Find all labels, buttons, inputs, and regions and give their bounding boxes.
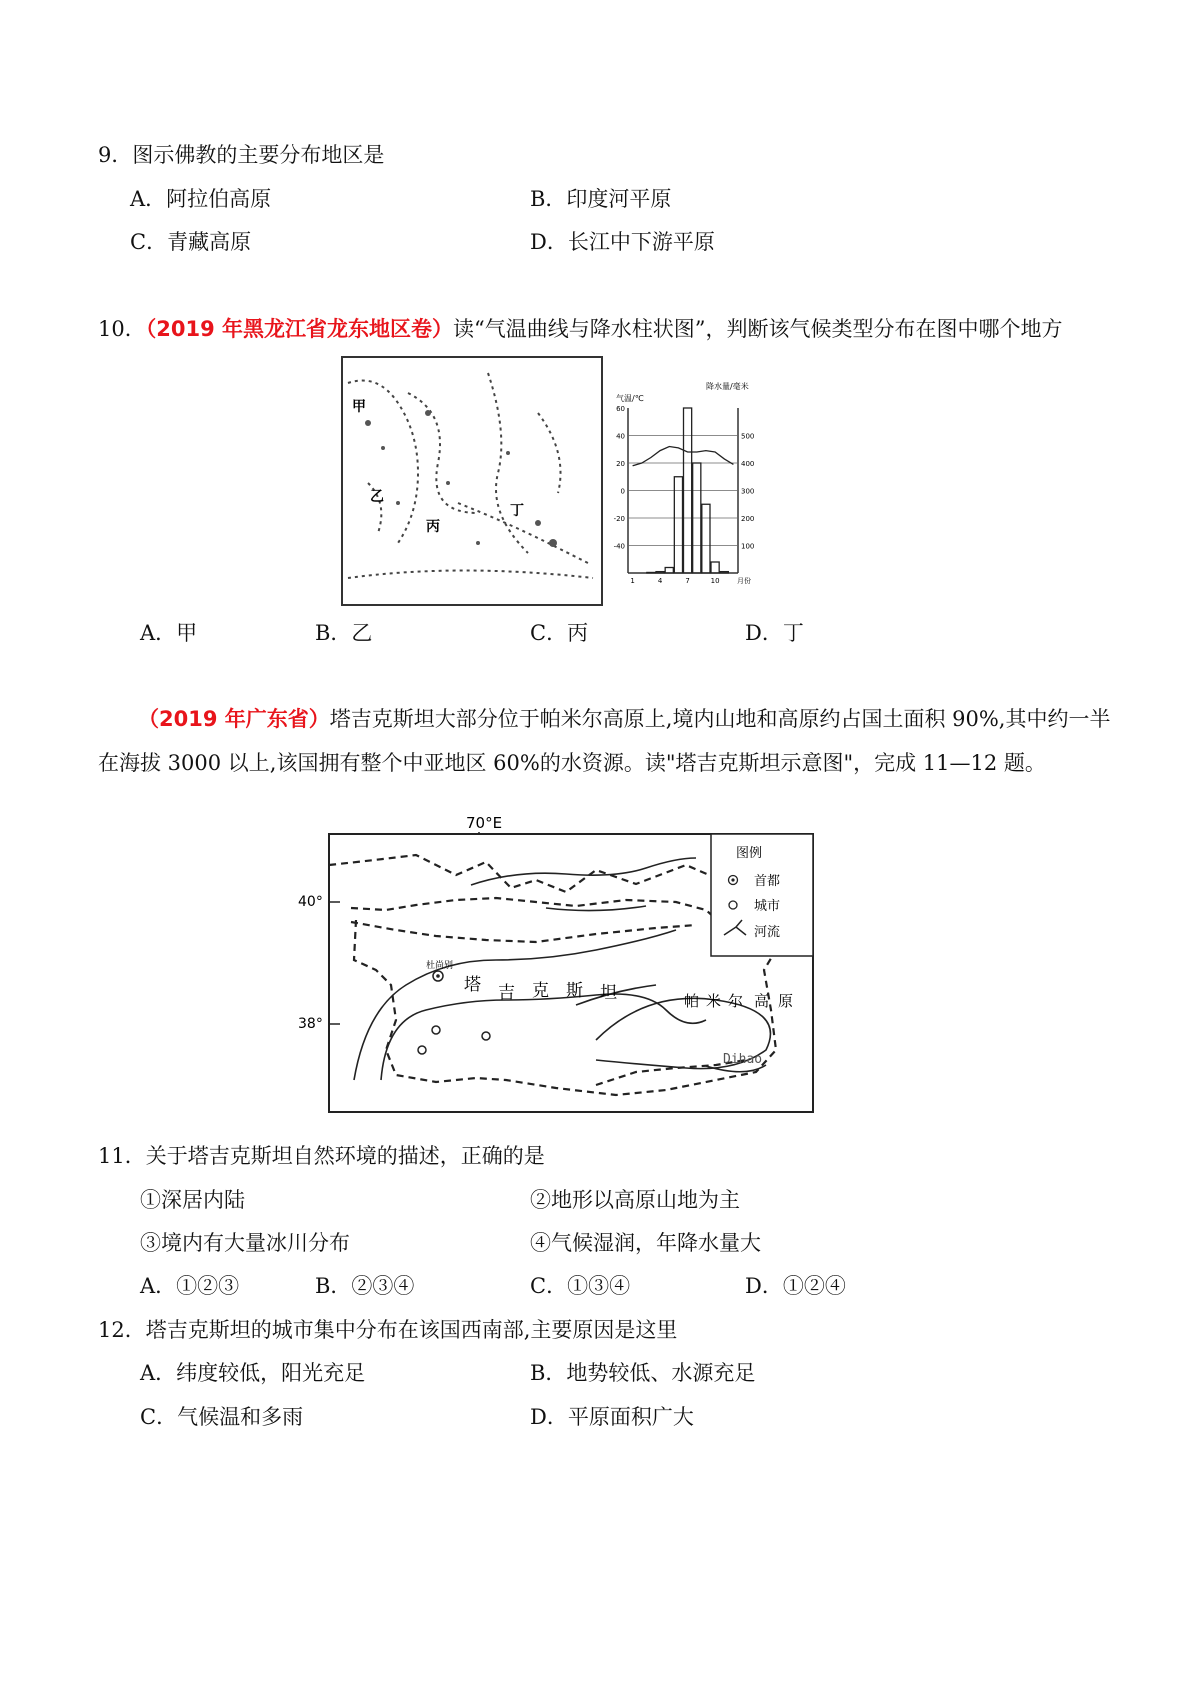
q12-option-b[interactable]: B．地势较低、水源充足	[530, 1361, 756, 1385]
map-longitude-label: 70°E	[466, 814, 503, 832]
chart-tick-right: 300	[741, 487, 755, 496]
plateau-char: 原	[778, 992, 794, 1010]
q9-stem: 9．图示佛教的主要分布地区是	[98, 143, 385, 167]
chart-tick-left: -40	[613, 542, 625, 551]
chart-tick-right: 400	[741, 460, 755, 468]
map-legend	[711, 834, 813, 956]
country-char: 坦	[600, 983, 617, 1003]
q9-option-a[interactable]: A．阿拉伯高原	[130, 187, 272, 211]
legend-capital: 首都	[754, 874, 781, 889]
chart-tick-left: 20	[616, 460, 625, 468]
chart-tick-right: 200	[741, 515, 755, 523]
map-label-yi: 乙	[370, 489, 384, 505]
chart-precip-unit: 降水量/毫米	[706, 382, 749, 391]
q11-item-1: ①深居内陆	[140, 1188, 245, 1212]
city-marker	[432, 1026, 440, 1034]
chart-tick-left: 0	[620, 487, 625, 496]
chart-tick-x: 4	[657, 577, 663, 585]
q11-item-3: ③境内有大量冰川分布	[140, 1231, 350, 1255]
passage-text-1: 塔吉克斯坦大部分位于帕米尔高原上,境内山地和高原约占国土面积 90%,其中约一半	[329, 707, 1111, 731]
q10-map	[342, 357, 602, 605]
q10-source: （2019 年黑龙江省龙东地区卷）	[145, 317, 453, 341]
chart-tick-x: 1	[630, 577, 635, 585]
legend-city: 城市	[754, 899, 781, 914]
q11-item-2: ②地形以高原山地为主	[530, 1188, 740, 1212]
passage-text-2: 在海拔 3000 以上,该国拥有整个中亚地区 60%的水资源。读"塔吉克斯坦示意图"，完成 11—12 题。	[98, 751, 1046, 775]
chart-tick-right: 100	[741, 542, 755, 551]
city-marker	[482, 1032, 490, 1040]
q11-stem: 11．关于塔吉克斯坦自然环境的描述，正确的是	[98, 1144, 545, 1168]
tajikistan-map	[296, 810, 821, 1115]
dihao-label: Dihao	[723, 1052, 763, 1067]
legend-title: 图例	[736, 846, 763, 861]
chart-tick-left: 60	[616, 405, 625, 413]
q9-option-b[interactable]: B．印度河平原	[530, 187, 672, 211]
plateau-char: 米	[706, 992, 722, 1010]
q10-option-c[interactable]: C．丙	[530, 621, 589, 645]
precip-bar	[674, 477, 682, 573]
map-lat-38: 38°	[298, 1016, 323, 1032]
q10-figure	[338, 353, 778, 608]
chart-tick-left: 40	[616, 432, 625, 441]
q11-option-d[interactable]: D．①②④	[745, 1274, 846, 1298]
plateau-char: 尔	[728, 992, 744, 1010]
chart-tick-x: 月份	[737, 577, 751, 585]
chart-temp-unit: 气温/℃	[616, 394, 644, 403]
q10-option-d[interactable]: D．丁	[745, 621, 804, 645]
passage-line-1	[138, 705, 1110, 733]
chart-tick-x: 10	[710, 577, 720, 585]
map-label-bing: 丙	[426, 519, 440, 535]
q11-option-a[interactable]: A．①②③	[140, 1274, 240, 1298]
q12-option-a[interactable]: A．纬度较低，阳光充足	[140, 1361, 366, 1385]
plateau-char: 帕	[684, 992, 700, 1010]
q10-option-a[interactable]: A．甲	[140, 621, 198, 645]
passage-source: （2019 年广东省）	[138, 707, 330, 731]
chart-tick-right: 500	[741, 432, 755, 441]
chart-tick-x: 7	[685, 577, 690, 585]
precip-bar	[702, 504, 710, 573]
q10-stem: 读“气温曲线与降水柱状图”，判断该气候类型分布在图中哪个地方	[453, 317, 1063, 341]
country-char: 吉	[498, 983, 515, 1003]
q10-number: 10．	[98, 317, 146, 341]
q10-climate-chart	[614, 381, 755, 585]
precip-bar	[647, 572, 655, 573]
q11-option-c[interactable]: C．①③④	[530, 1274, 631, 1298]
q12-option-c[interactable]: C．气候温和多雨	[140, 1405, 304, 1429]
q11-item-4: ④气候湿润，年降水量大	[530, 1231, 761, 1255]
precip-bar	[665, 568, 673, 574]
legend-river: 河流	[754, 925, 781, 940]
q10-stem-line	[98, 315, 1062, 343]
q9-option-d[interactable]: D．长江中下游平原	[530, 230, 715, 254]
precip-bar	[711, 562, 719, 573]
city-marker	[418, 1046, 426, 1054]
map-label-jia: 甲	[352, 399, 366, 415]
map-label-ding: 丁	[510, 503, 524, 519]
q12-option-d[interactable]: D．平原面积广大	[530, 1405, 694, 1429]
map-lat-40: 40°	[298, 894, 323, 910]
chart-tick-left: -20	[613, 515, 625, 523]
country-char: 克	[532, 981, 549, 1001]
country-char: 塔	[464, 975, 481, 995]
q9-option-c[interactable]: C．青藏高原	[130, 230, 252, 254]
q11-option-b[interactable]: B．②③④	[315, 1274, 415, 1298]
capital-name: 杜尚别	[426, 961, 454, 971]
q12-stem: 12．塔吉克斯坦的城市集中分布在该国西南部,主要原因是这里	[98, 1318, 678, 1342]
plateau-char: 高	[754, 992, 770, 1010]
country-char: 斯	[566, 981, 583, 1001]
q10-option-b[interactable]: B．乙	[315, 621, 373, 645]
